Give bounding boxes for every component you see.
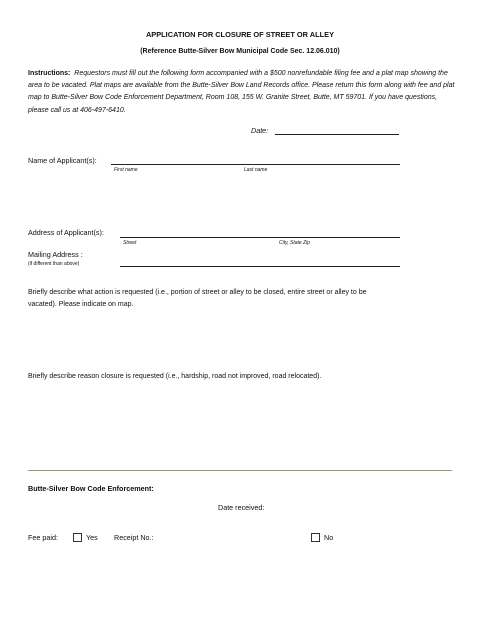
no-label: No [324, 533, 334, 542]
section-divider [28, 470, 452, 471]
closure-reason-area[interactable] [28, 386, 452, 464]
city-state-zip-hint: City, State Zip [279, 240, 311, 246]
yes-label: Yes [86, 533, 98, 542]
mailing-address-field[interactable] [120, 266, 400, 267]
action-requested-area[interactable] [28, 312, 452, 364]
mailing-address-note: (if different than above) [28, 261, 80, 267]
name-field[interactable] [111, 164, 400, 165]
action-requested-prompt: Briefly describe what action is requested (i.e., portion of street or alley to be closed, entire street or alley to be vacated). Please indicate on map. [28, 289, 367, 308]
fee-paid-no-checkbox[interactable] [311, 533, 320, 542]
receipt-no-label: Receipt No.: [114, 533, 154, 542]
date-label: Date: [251, 126, 269, 135]
street-hint: Street [123, 240, 137, 246]
address-field[interactable] [120, 237, 400, 238]
closure-reason-prompt: Briefly describe reason closure is requested (i.e., hardship, road not improved, road relocated). [28, 373, 322, 380]
fee-paid-label: Fee paid: [28, 533, 58, 542]
first-name-hint: First name [114, 167, 138, 173]
form-title: APPLICATION FOR CLOSURE OF STREET OR ALLEY [145, 30, 335, 39]
form-subtitle: (Reference Butte-Silver Bow Municipal Code Sec. 12.06.010) [140, 48, 340, 55]
date-field[interactable] [275, 134, 399, 135]
fee-paid-yes-checkbox[interactable] [73, 533, 82, 542]
date-received-label: Date received: [218, 503, 265, 512]
name-label: Name of Applicant(s): [28, 156, 97, 165]
instructions-label: Instructions: [28, 70, 71, 77]
instructions-text: Requestors must fill out the following form accompanied with a $500 nonrefundable filing fee and a plat map showing the area to be vacated. Plat maps are available from the Butte-Silver Bow Land Records office. Please return this form along with fee and plat map to Butte-Silver Bow Code Enforcement Department, Room 108, 155 W. Granite Street, Butte, MT 59701. If you have questions, please call us at 406-497-6410. [28, 70, 455, 114]
address-label: Address of Applicant(s): [28, 228, 104, 237]
last-name-hint: Last name [244, 167, 268, 173]
enforcement-heading: Butte-Silver Bow Code Enforcement: [28, 484, 154, 493]
instructions-paragraph [28, 68, 458, 117]
mailing-address-label: Mailing Address : [28, 250, 83, 259]
